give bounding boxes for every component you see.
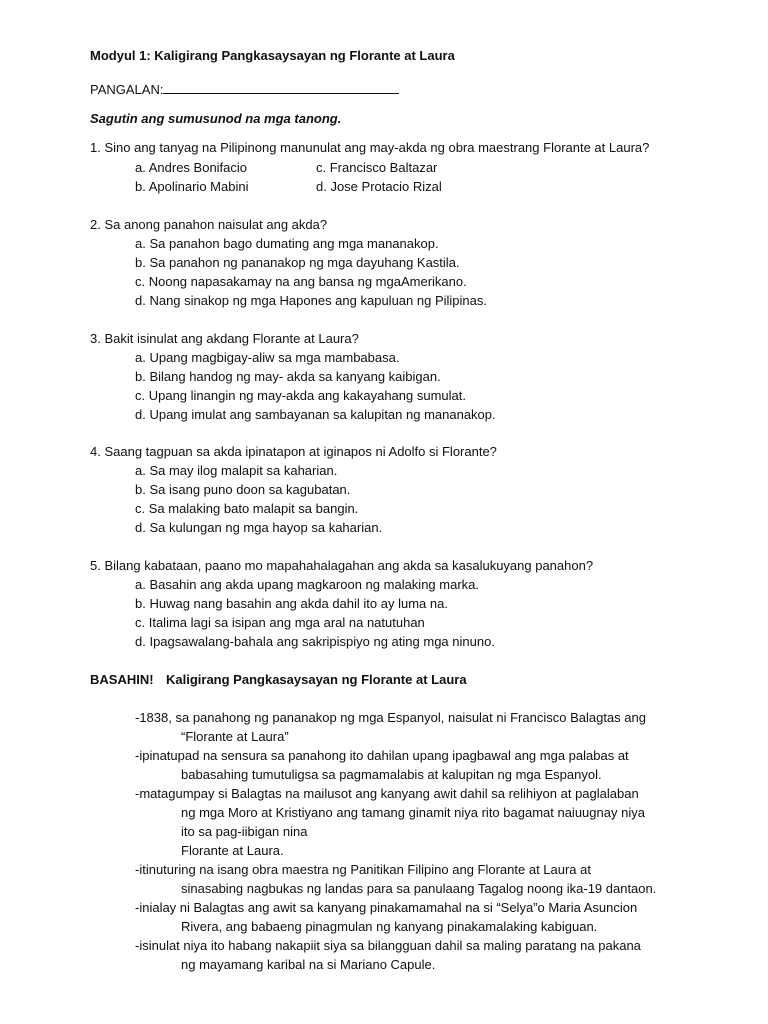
q4-choice-b: b. Sa isang puno doon sa kagubatan. [135,482,351,497]
reading-line: ito sa pag-iibigan nina [181,824,308,839]
reading-heading: Kaligirang Pangkasaysayan ng Florante at Laura [166,672,467,687]
question-5: 5. Bilang kabataan, paano mo mapahahalagahan ang akda sa kasalukuyang panahon? [90,558,594,573]
name-blank-line[interactable] [163,81,399,94]
q3-choice-a: a. Upang magbigay-aliw sa mga mambabasa. [135,350,400,365]
q1-choice-a: a. Andres Bonifacio [135,160,248,175]
reading-line: -itinuturing na isang obra maestra ng Panitikan Filipino ang Florante at Laura at [135,862,591,877]
q5-choice-a: a. Basahin ang akda upang magkaroon ng malaking marka. [135,577,479,592]
reading-line: -inialay ni Balagtas ang awit sa kanyang pinakamamahal na si “Selya”o Maria Asuncion [135,900,638,915]
reading-line: ng mayamang karibal na si Mariano Capule. [181,957,436,972]
q4-choice-d: d. Sa kulungan ng mga hayop sa kaharian. [135,520,383,535]
reading-line: -isinulat niya ito habang nakapiit siya sa bilangguan dahil sa maling paratang na pakana [135,938,641,953]
q5-choice-d: d. Ipagsawalang-bahala ang sakripispiyo ng ating mga ninuno. [135,634,495,649]
q4-choice-a: a. Sa may ilog malapit sa kaharian. [135,463,338,478]
q1-choice-d: d. Jose Protacio Rizal [316,179,442,194]
q3-choice-d: d. Upang imulat ang sambayanan sa kalupitan ng mananakop. [135,407,496,422]
reading-line: -1838, sa panahong ng pananakop ng mga Espanyol, naisulat ni Francisco Balagtas ang [135,710,646,725]
q4-choice-c: c. Sa malaking bato malapit sa bangin. [135,501,359,516]
reading-label: BASAHIN! [90,672,154,687]
reading-line: babasahing tumutuligsa sa pagmamalabis at kalupitan ng mga Espanyol. [181,767,602,782]
reading-line: “Florante at Laura” [181,729,289,744]
reading-line: -ipinatupad na sensura sa panahong ito dahilan upang ipagbawal ang mga palabas at [135,748,629,763]
instruction: Sagutin ang sumusunod na mga tanong. [90,111,342,126]
reading-line: Rivera, ang babaeng pinagmulan ng kanyang pinakamalaking kabiguan. [181,919,598,934]
question-1: 1. Sino ang tanyag na Pilipinong manunulat ang may-akda ng obra maestrang Florante at Laura? [90,140,650,155]
question-2: 2. Sa anong panahon naisulat ang akda? [90,217,328,232]
q3-choice-c: c. Upang linangin ng may-akda ang kakayahang sumulat. [135,388,466,403]
q3-choice-b: b. Bilang handog ng may- akda sa kanyang kaibigan. [135,369,441,384]
q2-choice-b: b. Sa panahon ng pananakop ng mga dayuhang Kastila. [135,255,460,270]
q2-choice-d: d. Nang sinakop ng mga Hapones ang kapuluan ng Pilipinas. [135,293,487,308]
q2-choice-a: a. Sa panahon bago dumating ang mga mananakop. [135,236,439,251]
question-4: 4. Saang tagpuan sa akda ipinatapon at iginapos ni Adolfo si Florante? [90,444,497,459]
reading-line: Florante at Laura. [181,843,284,858]
page-title: Modyul 1: Kaligirang Pangkasaysayan ng Florante at Laura [90,48,455,63]
question-3: 3. Bakit isinulat ang akdang Florante at Laura? [90,331,359,346]
q5-choice-c: c. Italima lagi sa isipan ang mga aral na natutuhan [135,615,425,630]
name-field [90,81,399,98]
reading-line: ng mga Moro at Kristiyano ang tamang ginamit niya rito bagamat naiuugnay niya [181,805,645,820]
q2-choice-c: c. Noong napasakamay na ang bansa ng mgaAmerikano. [135,274,467,289]
q1-choice-b: b. Apolinario Mabini [135,179,249,194]
reading-line: -matagumpay si Balagtas na mailusot ang kanyang awit dahil sa relihiyon at paglalaban [135,786,639,801]
q5-choice-b: b. Huwag nang basahin ang akda dahil ito ay luma na. [135,596,448,611]
name-label: PANGALAN: [90,82,164,97]
q1-choice-c: c. Francisco Baltazar [316,160,438,175]
reading-line: sinasabing nagbukas ng landas para sa panulaang Tagalog noong ika-19 dantaon. [181,881,657,896]
